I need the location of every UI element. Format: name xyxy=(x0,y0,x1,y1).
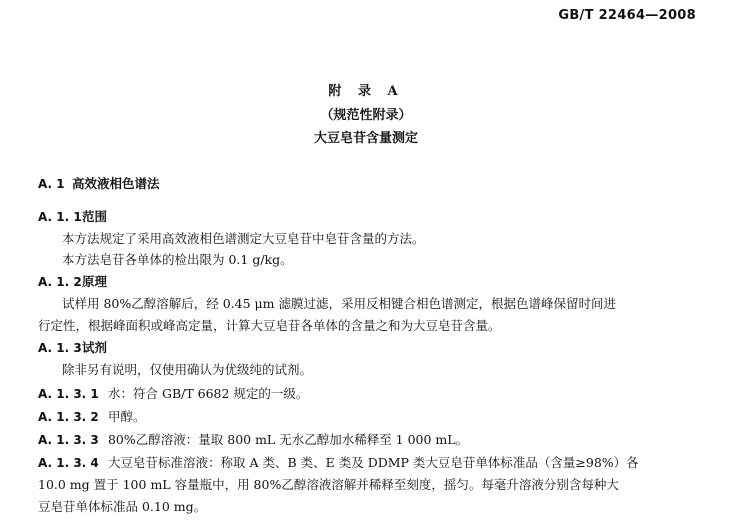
annex-title: 附 录 A xyxy=(328,84,404,99)
clause-number: A. 1. 3. 4 xyxy=(38,456,99,470)
clause-a133 xyxy=(38,430,468,448)
clause-a134 xyxy=(38,453,639,471)
clause-number: A. 1. 3. 2 xyxy=(38,410,99,424)
section-title: 原理 xyxy=(81,274,107,289)
section-number: A. 1. 2 xyxy=(38,275,82,289)
section-a12-heading xyxy=(38,272,107,290)
section-number: A. 1 xyxy=(38,177,65,191)
standard-code: GB/T 22464—2008 xyxy=(558,8,696,23)
section-number: A. 1. 3 xyxy=(38,341,82,355)
section-title: 试剂 xyxy=(81,340,107,355)
clause-text: 80%乙醇溶液：量取 800 mL 无水乙醇加水稀释至 1 000 mL。 xyxy=(107,432,469,447)
section-a13-heading xyxy=(38,338,107,356)
paragraph: 本方法规定了采用高效液相色谱测定大豆皂苷中皂苷含量的方法。 xyxy=(62,231,425,246)
clause-a132 xyxy=(38,407,146,425)
section-a1-heading xyxy=(38,174,160,192)
clause-number: A. 1. 3. 1 xyxy=(38,387,99,401)
clause-a131 xyxy=(38,384,308,402)
paragraph: 本方法皂苷各单体的检出限为 0.1 g/kg。 xyxy=(62,252,293,267)
clause-continuation: 豆皂苷单体标准品 0.10 mg。 xyxy=(38,499,207,514)
clause-text: 大豆皂苷标准溶液：称取 A 类、B 类、E 类及 DDMP 类大豆皂苷单体标准品（含量≥98%）各 xyxy=(107,455,639,470)
section-title: 范围 xyxy=(81,209,107,224)
annex-name: 大豆皂苷含量测定 xyxy=(313,131,418,146)
paragraph: 试样用 80%乙醇溶解后，经 0.45 μm 滤膜过滤，采用反相键合相色谱测定，根据色谱峰保留时间进 xyxy=(62,296,616,311)
clause-text: 水：符合 GB/T 6682 规定的一级。 xyxy=(107,386,309,401)
clause-number: A. 1. 3. 3 xyxy=(38,433,99,447)
paragraph-continuation: 行定性，根据峰面积或峰高定量，计算大豆皂苷各单体的含量之和为大豆皂苷含量。 xyxy=(38,318,501,333)
paragraph: 除非另有说明，仅使用确认为优级纯的试剂。 xyxy=(62,362,313,377)
clause-continuation: 10.0 mg 置于 100 mL 容量瓶中，用 80%乙醇溶液溶解并稀释至刻度，摇匀。每毫升溶液分别含每种大 xyxy=(38,477,619,492)
clause-text: 甲醇。 xyxy=(107,409,146,424)
annex-type: （规范性附录） xyxy=(320,108,412,123)
section-number: A. 1. 1 xyxy=(38,210,82,224)
section-a11-heading xyxy=(38,207,107,225)
section-title: 高效液相色谱法 xyxy=(71,176,160,191)
